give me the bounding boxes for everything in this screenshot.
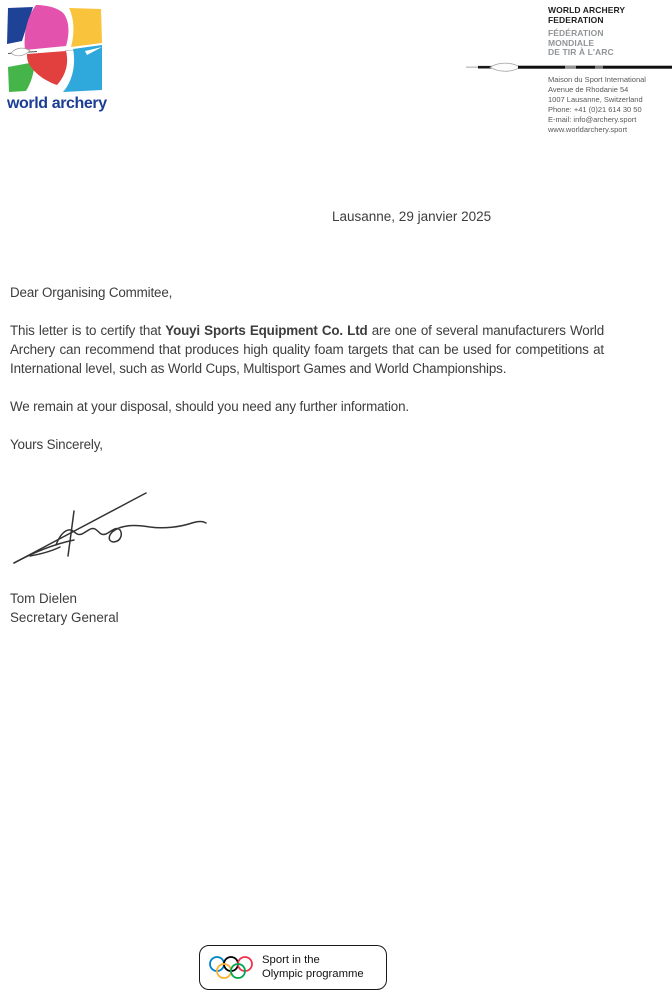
- address-line: 1007 Lausanne, Switzerland: [548, 95, 643, 104]
- olympic-label-line2: Olympic programme: [262, 967, 364, 980]
- brand-wordmark: world archery: [7, 95, 107, 112]
- signer-title: Secretary General: [10, 610, 119, 625]
- logo-shape-yellow: [69, 8, 102, 47]
- hq-address-block: [548, 75, 646, 135]
- paragraph-rest: are one of several manufacturers World Archery can recommend that produces high quality foam targets that can be used for competitions at International level, such as World Cups, Multisport Games and World Championships.: [10, 323, 605, 376]
- arrow-fletching-icon: [490, 63, 520, 71]
- org-name-fr: [548, 29, 614, 58]
- logo-shape-cyan: [63, 45, 102, 92]
- org-name-fr-line2: MONDIALE: [548, 37, 595, 48]
- salutation: Dear Organising Commitee,: [10, 285, 173, 300]
- letter-body: [10, 283, 604, 473]
- org-name-fr-line1: FÉDÉRATION: [548, 28, 604, 38]
- signer-block: [10, 589, 119, 627]
- org-name-en: [548, 6, 625, 25]
- olympic-programme-label: [262, 954, 364, 981]
- olympic-label-line1: Sport in the: [262, 954, 320, 966]
- org-name-fr-line3: DE TIR À L'ARC: [548, 47, 614, 57]
- world-archery-logo-icon: [7, 5, 103, 93]
- valediction: Yours Sincerely,: [10, 437, 103, 452]
- arrow-shaft-highlight-2: [595, 66, 603, 69]
- org-name-en-line1: WORLD ARCHERY: [548, 5, 626, 15]
- signature-stroke: [56, 522, 206, 546]
- signature: [8, 484, 213, 574]
- main-paragraph: [10, 321, 604, 378]
- paragraph-intro: This letter is to certify that: [10, 323, 166, 338]
- address-line-website: www.worldarchery.sport: [548, 125, 628, 134]
- dateline: Lausanne, 29 janvier 2025: [332, 209, 492, 224]
- arrow-shaft-highlight-1: [565, 66, 576, 69]
- olympic-programme-badge: [199, 945, 387, 990]
- address-line: Avenue de Rhodanie 54: [548, 85, 629, 94]
- letterhead-arrow-icon: [466, 60, 672, 74]
- logo-shape-red: [27, 51, 67, 85]
- signer-name: Tom Dielen: [10, 591, 77, 606]
- address-line-phone: Phone: +41 (0)21 614 30 50: [548, 105, 642, 114]
- address-line: Maison du Sport International: [548, 75, 646, 84]
- address-line-email: E-mail: info@archery.sport: [548, 115, 637, 124]
- org-name-en-line2: FEDERATION: [548, 14, 604, 25]
- closing-line: We remain at your disposal, should you need any further information.: [10, 399, 409, 414]
- olympic-rings-icon: [208, 954, 254, 982]
- signature-stroke: [14, 540, 74, 563]
- company-name: Youyi Sports Equipment Co. Ltd: [165, 323, 368, 338]
